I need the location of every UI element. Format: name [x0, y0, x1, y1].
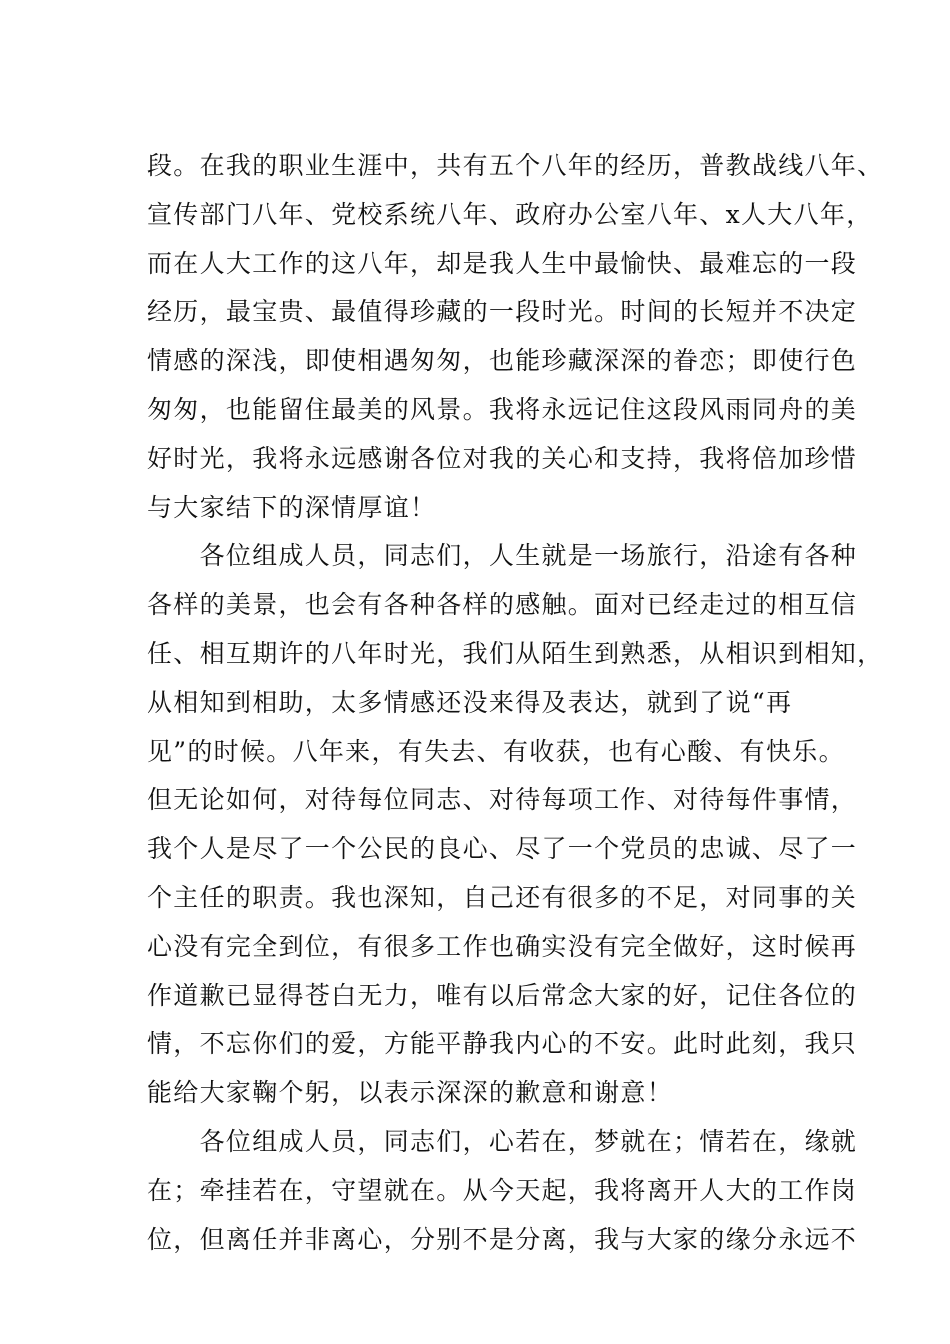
text-line: 各样的美景，也会有各种各样的感触。面对已经走过的相互信 — [147, 590, 858, 620]
text-line: 能给大家鞠个躬，以表示深深的歉意和谢意！ — [147, 1078, 674, 1108]
text-line: 但无论如何，对待每位同志、对待每项工作、对待每件事情， — [147, 785, 858, 815]
text-line: 任、相互期许的八年时光，我们从陌生到熟悉，从相识到相知， — [147, 638, 884, 668]
text-line: 我个人是尽了一个公民的良心、尽了一个党员的忠诚、尽了一 — [147, 834, 858, 864]
text-line: 与大家结下的深情厚谊！ — [147, 492, 437, 522]
text-line: 各位组成人员，同志们，人生就是一场旅行，沿途有各种 — [147, 541, 858, 571]
text-line: 宣传部门八年、党校系统八年、政府办公室八年、x人大八年， — [147, 199, 873, 229]
text-line: 在；牵挂若在，守望就在。从今天起，我将离开人大的工作岗 — [147, 1175, 858, 1205]
text-line: 从相知到相助，太多情感还没来得及表达，就到了说“再 — [147, 687, 793, 717]
text-line: 好时光，我将永远感谢各位对我的关心和支持，我将倍加珍惜 — [147, 443, 858, 473]
text-line: 而在人大工作的这八年，却是我人生中最愉快、最难忘的一段 — [147, 248, 858, 278]
text-line: 个主任的职责。我也深知，自己还有很多的不足，对同事的关 — [147, 882, 858, 912]
text-line: 匆匆，也能留住最美的风景。我将永远记住这段风雨同舟的美 — [147, 394, 858, 424]
text-line: 各位组成人员，同志们，心若在，梦就在；情若在，缘就 — [147, 1126, 858, 1156]
body-text — [147, 142, 884, 1264]
text-line: 经历，最宝贵、最值得珍藏的一段时光。时间的长短并不决定 — [147, 297, 858, 327]
text-line: 情感的深浅，即使相遇匆匆，也能珍藏深深的眷恋；即使行色 — [147, 346, 858, 376]
text-line: 段。在我的职业生涯中，共有五个八年的经历，普教战线八年、 — [147, 151, 884, 180]
text-line: 作道歉已显得苍白无力，唯有以后常念大家的好，记住各位的 — [147, 980, 858, 1010]
text-line: 情，不忘你们的爱，方能平静我内心的不安。此时此刻，我只 — [147, 1029, 858, 1059]
text-line: 见”的时候。八年来，有失去、有收获，也有心酸、有快乐。 — [147, 736, 845, 766]
text-line: 位，但离任并非离心，分别不是分离，我与大家的缘分永远不 — [147, 1224, 858, 1254]
text-line: 心没有完全到位，有很多工作也确实没有完全做好，这时候再 — [147, 931, 858, 961]
